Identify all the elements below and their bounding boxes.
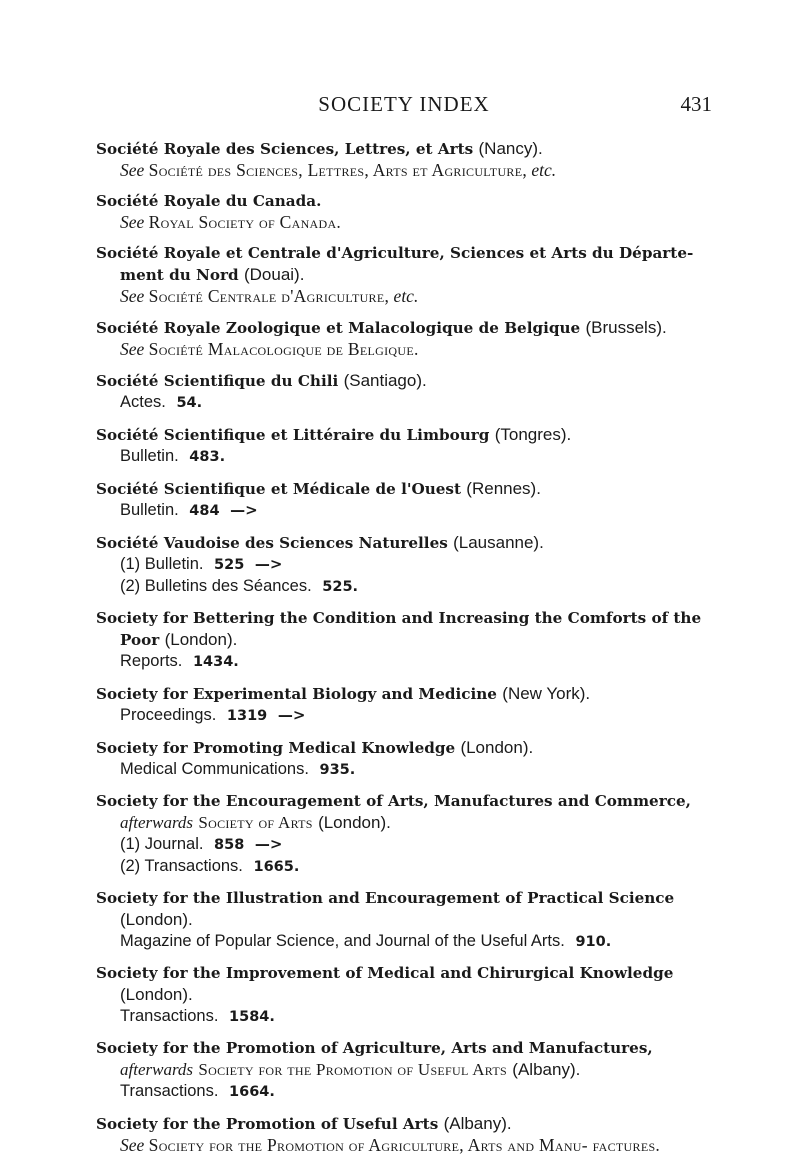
index-entry [96, 683, 716, 727]
entry-heading: Société Royale et Centrale d'Agriculture, Sciences et Arts du Départe- ment du Nord [96, 244, 694, 284]
entry-place: (London). [120, 985, 193, 1004]
reference-number: 910. [575, 934, 612, 950]
continues-arrow-icon: —> [230, 501, 258, 519]
entry-place: (Albany). [443, 1114, 512, 1133]
see-reference: Society for the Promotion of Agriculture, Arts and Manu- factures. [148, 1135, 661, 1155]
reference-number: 483. [189, 449, 226, 465]
index-entry [96, 317, 716, 360]
see-label: See [120, 160, 145, 180]
index-entry [96, 478, 716, 522]
publication-title: (2) Transactions. [120, 857, 243, 875]
see-reference: Société des Sciences, Lettres, Arts et Agriculture, [148, 160, 528, 180]
see-label: See [120, 1135, 145, 1155]
afterwards-reference: Society of Arts [198, 813, 313, 832]
reference-number: 858 [214, 837, 245, 853]
reference-number: 1665. [253, 859, 300, 875]
continues-arrow-icon: —> [277, 706, 306, 724]
publication-title: Transactions. [120, 1007, 219, 1025]
entry-place: (Albany). [512, 1060, 581, 1079]
reference-number: 1584. [229, 1009, 275, 1025]
reference-number: 935. [319, 762, 356, 778]
continues-arrow-icon: —> [254, 555, 283, 573]
index-entry [96, 424, 716, 468]
entry-place: (Lausanne). [453, 533, 544, 552]
see-reference: Société Malacologique de Belgique. [148, 339, 419, 359]
continues-arrow-icon: —> [254, 835, 283, 853]
running-head [96, 92, 712, 122]
publication-title: (2) Bulletins des Séances. [120, 577, 312, 595]
publication-title: Bulletin. [120, 501, 179, 519]
index-entry [96, 138, 716, 181]
publication-title: (1) Bulletin. [120, 555, 204, 573]
publication-title: Reports. [120, 652, 183, 670]
see-label: See [120, 286, 145, 306]
publication-title: Proceedings. [120, 706, 217, 724]
entry-heading: Society for the Illustration and Encouragement of Practical Science [96, 889, 675, 907]
afterwards-label: afterwards [120, 813, 194, 832]
see-label: See [120, 212, 145, 232]
entry-heading: Society for Promoting Medical Knowledge [96, 739, 456, 757]
entry-place: (London). [460, 738, 534, 757]
entry-place: (Rennes). [466, 479, 541, 498]
reference-number: 525 [214, 557, 245, 573]
entry-place: (Tongres). [494, 425, 572, 444]
index-entry [96, 243, 716, 307]
reference-number: 1434. [192, 654, 239, 670]
entry-place: (London). [164, 630, 238, 649]
see-reference: Royal Society of Canada. [148, 212, 342, 232]
publication-title: Medical Communications. [120, 760, 309, 778]
entry-heading: Society for the Promotion of Agriculture, Arts and Manufactures, [96, 1039, 653, 1057]
entry-heading: Society for Bettering the Condition and Increasing the Comforts of the Poor [96, 609, 702, 649]
entry-heading: Society for the Promotion of Useful Arts [96, 1115, 439, 1133]
running-title: SOCIETY INDEX [318, 92, 490, 116]
index-entry [96, 1038, 716, 1103]
index-entry [96, 370, 716, 414]
reference-number: 484 [189, 503, 220, 519]
reference-number: 1664. [229, 1084, 275, 1100]
index-entry [96, 191, 716, 233]
entry-place: (Douai). [243, 265, 305, 284]
publication-title: (1) Journal. [120, 835, 204, 853]
index-entry [96, 888, 716, 953]
publication-title: Actes. [120, 393, 166, 411]
afterwards-label: afterwards [120, 1060, 194, 1079]
index-entries [96, 138, 716, 1166]
entry-heading: Société Royale Zoologique et Malacologique de Belgique [96, 319, 581, 337]
index-entry [96, 608, 716, 673]
entry-heading: Société Scientifique et Médicale de l'Ouest [96, 480, 461, 498]
page-number: 431 [680, 92, 712, 116]
index-entry [96, 791, 716, 878]
publication-title: Bulletin. [120, 447, 179, 465]
entry-heading: Société Scientifique et Littéraire du Limbourg [96, 426, 490, 444]
entry-heading: Society for the Improvement of Medical and Chirurgical Knowledge [96, 964, 674, 982]
reference-number: 1319 [226, 708, 268, 724]
see-label: See [120, 339, 145, 359]
entry-heading: Société Royale du Canada. [96, 192, 322, 210]
index-entry [96, 963, 716, 1028]
entry-heading: Société Royale des Sciences, Lettres, et Arts [96, 140, 474, 158]
index-entry [96, 532, 716, 598]
entry-place: (London). [120, 910, 193, 929]
entry-heading: Society for Experimental Biology and Medicine [96, 685, 497, 703]
entry-place: (Nancy). [478, 139, 543, 158]
reference-number: 54. [176, 395, 203, 411]
entry-place: (Brussels). [585, 318, 667, 337]
publication-title: Magazine of Popular Science, and Journal of the Useful Arts. [120, 932, 565, 950]
entry-heading: Société Scientifique du Chili [96, 372, 339, 390]
publication-title: Transactions. [120, 1082, 219, 1100]
index-entry [96, 1113, 716, 1156]
see-tail: etc. [531, 160, 557, 180]
reference-number: 525. [322, 579, 359, 595]
entry-place: (London). [318, 813, 391, 832]
see-reference: Société Centrale d'Agriculture, [148, 286, 390, 306]
see-tail: etc. [393, 286, 419, 306]
entry-heading: Society for the Encouragement of Arts, Manufactures and Commerce, [96, 792, 691, 810]
index-entry [96, 737, 716, 781]
afterwards-reference: Society for the Promotion of Useful Arts [198, 1060, 507, 1079]
entry-place: (New York). [502, 684, 591, 703]
entry-place: (Santiago). [343, 371, 427, 390]
entry-heading: Société Vaudoise des Sciences Naturelles [96, 534, 448, 552]
